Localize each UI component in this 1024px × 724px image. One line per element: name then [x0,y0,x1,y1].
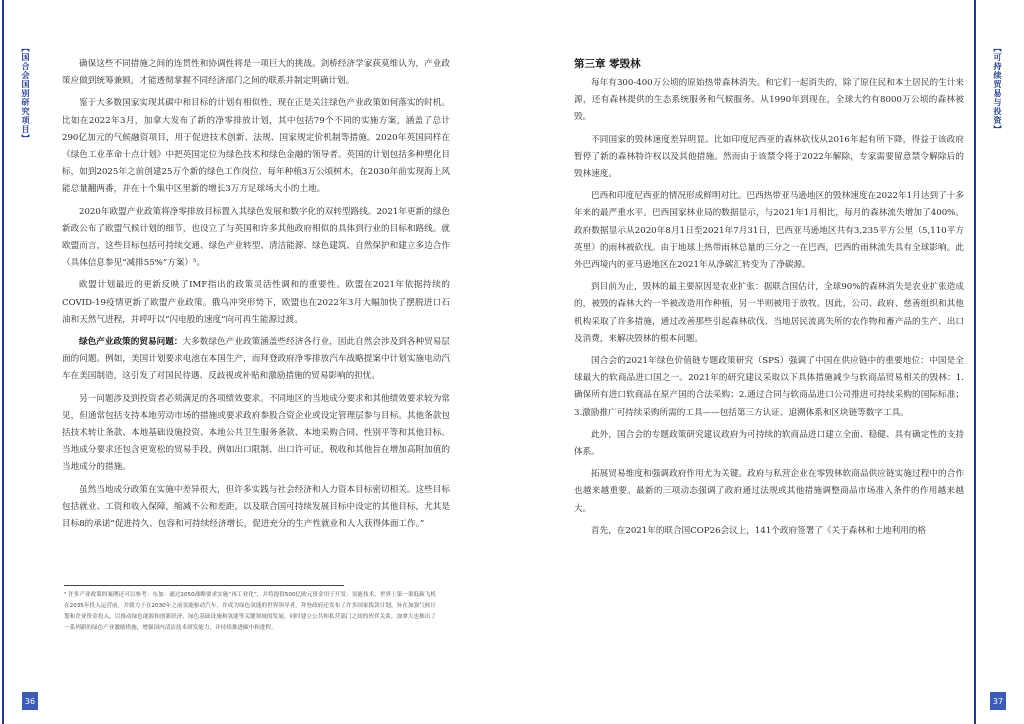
body-paragraph: 首先，在2021年的联合国COP26会议上，141个政府签署了《关于森林和土地利用的格 [591,525,927,536]
body-paragraph: 每年有300-400万公顷的原始热带森林消失。和它们一起消失的，除了原住民和本土居民的生计来源，还有森林提供的生态系统服务和气候服务。从1990年到现在，全球大约有8000万公顷的森林被毁。 [574,78,964,123]
body-paragraph: 欧盟计划最近的更新反映了IMF指出的政策灵活性调和的重要性。欧盟在2021年依据持续的COVID-19疫情更新了欧盟产业政策。俄乌冲突形势下，欧盟也在2022年3月大幅加快了摆脱进口石油和天然气进程，并呼吁以“闪电般的速度”向可再生能源过渡。 [62,280,450,325]
body-paragraph: 绿色产业政策的贸易问题：大多数绿色产业政策涵盖些经济各行业，因此自然会涉及到各种贸易层面的问题。例如，美国计划要求电池在本国生产，而拜登政府净零排放汽车战略提案中计划实施电动汽车在美国制造，这引发了对国民待遇、反歧视或补贴和激励措施的贸易影响的担忧。 [62,337,450,382]
right-page [512,0,1024,724]
body-paragraph: 此外，国合会的专题政策研究建议政府为可持续的软商品进口建立全面、稳健、具有确定性的支持体系。 [574,429,964,458]
right-side-tab [990,44,1004,164]
right-page-number: 37 [990,692,1006,710]
left-spine-line [2,0,4,724]
body-paragraph: 2020年欧盟产业政策将净零排放目标置入其绿色发展和数字化的双转型路线。2021年更新的绿色新政公布了欧盟气候计划的细节，也设立了与英国和许多其他政府相似的具体到行业的目标和路线。就欧盟而言，这些目标包括可持续交通、绿色产业转型、清洁能源、绿色建筑、自然保护和建立多边合作（具体信息参见“减排55%”方案）⁵。 [62,206,450,269]
body-paragraph: 拓展贸易维度和强调政府作用尤为关键。政府与私营企业在零毁林软商品供应链实施过程中的合作也越来越重要。最新的三项动态强调了政府通过法规或其他措施调整商品市场准入条件的作用越来越大。 [574,469,964,514]
body-paragraph: 不同国家的毁林速度差异明显。比如印度尼西亚的森林砍伐从2016年起有所下降，得益于该政府暂停了新的森林特许权以及其他措施。然而由于该禁令将于2022年解除，专家需要留意禁令解除后的毁林速度。 [574,134,964,180]
footnote-divider [64,585,344,586]
body-paragraph: 巴西和印度尼西亚的情况形成鲜明对比。巴西热带亚马逊地区的毁林速度在2022年1月达到了十多年来的最严重水平。巴西国家林业局的数据显示，与2021年1月相比，每月的森林流失增加了400%。政府数据显示从2020年8月1日至2021年7月31日，巴西亚马逊地区共有3,235平方公里（5,110平方英里）的雨林被砍伐。由于地球上热带雨林总量的三分之一在巴西，巴西的雨林流失具有全球影响。此外巴西境内的亚马逊地区在2021年从净碳汇转变为了净碳源。 [574,191,964,271]
left-side-tab [18,44,32,164]
body-paragraph: 确保这些不同措施之间的连贯性和协调性将是一项巨大的挑战。剑桥经济学家荻莫维认为，产业政策应做到统筹兼顾，才能透彻掌握不同经济部门之间的联系并制定明确计划。 [62,59,450,87]
body-paragraph: 另一问题涉及到投资者必须满足的各项绩效要求。不同地区的当地成分要求和其他绩效要求较为常见，但通常包括支持本地劳动市场的措施或要求政府参股合资企业或设定管理层参与目标。其他条款包括技术转让条款、本地基础设施投资、本地公共卫生服务条款、本地采购合同、性别平等和其他目标。当地成分要求还包含更宽松的贸易手段，例如出口限制、出口许可证，税收和其他旨在增加高附加值的当地成分的措施。 [62,393,450,473]
chapter-title: 第三章 零毁林 [574,58,641,70]
body-paragraph: 鉴于大多数国家实现其碳中和目标的计划有相似性，现在正是关注绿色产业政策如何落实的时机。比如在2022年3月，加拿大发布了新的净零排放计划，其中包括79个不同的实施方案，涵盖了总计290亿加元的气候融资项目，用于促进技术创新、法规、国家规定价机制等措施。2020年英国同样在《绿色工业革命十点计划》中把英国定位为绿色技术和绿色金融的领导者。英国的计划包括多种塑化目标，如到2025年之前创建25万个新的绿色工作岗位、每年种植3万公顷树木，在2030年前实现海上风能总量翻两番，并在十个集中区里新的增长3万方足球场大小的土地。 [62,98,450,195]
right-body-column [574,56,964,545]
right-spine-line [974,0,976,724]
right-side-tab-label: 【可持续贸易与投资】 [993,44,1002,134]
body-paragraph: 虽然当地成分政策在实施中差异很大，但许多实践与社会经济和人力资本目标密切相关。这些目标包括就业、工资和收入保障，缩减不公和差距，以及联合国可持续发展目标中设定的其他目标，尤其是目标8的承诺“促进持久、包容和可持续经济增长，促进充分的生产性就业和人人获得体面工作。” [62,484,450,530]
footnote: ⁵ 许多产业政策的案例还可以参考：东加：通过2050战略要求实施“再工业化”，并将提供500亿欧元资金用于开发：氢能技术、世界上第一架低碳飞机在2035年投入运营前，并致力于在2030年之前氢能驱动汽车，并成为绿色氢能的世界领导者。拜登政府还发布了许多国家拨款计划，旨在加强气候计划和企业资金投入，以推动绿色能源和创新经济、绿色基础设施和氢能等关键领域的发展，同时建立公共和私营部门之间的伙伴关系。加拿大也推出了一系列新的绿色产业激励措施，增强国内清洁技术研发能力，并持续推进碳中和进程。 [64,592,436,631]
left-side-tab-label: 【国合会国别研究项目】 [21,44,30,143]
body-paragraph: 国合会的2021年绿色价值链专题政策研究（SPS）强调了中国在供应链中的重要地位：中国是全球最大的软商品进口国之一。2021年的研究建议采取以下具体措施减少与软商品贸易相关的毁林：1.确保所有进口软商品在原产国的合法采购；2.通过合同与软商品进口公司推进可持续采购的国际标准；3.激励推广可持续采购所需的工具——包括第三方认证、追溯体系和区块链等数字工具。 [574,356,964,418]
body-paragraph: 到目前为止，毁林的最主要原因是农业扩张：据联合国估计，全球90%的森林消失是农业扩张造成的，被毁的森林大约一半被改造用作种植，另一半则被用于放牧。因此，公司、政府、慈善组织和其他机构采取了许多措施，通过改善那些引起森林砍伐、当地居民流离失所的农作物和畜产品的生产、出口及消费，来解决毁林的根本问题。 [574,282,964,344]
paragraph-lead-in: 绿色产业政策的贸易问题： [79,337,183,348]
left-page-number: 36 [22,692,38,710]
left-body-column [62,56,450,538]
